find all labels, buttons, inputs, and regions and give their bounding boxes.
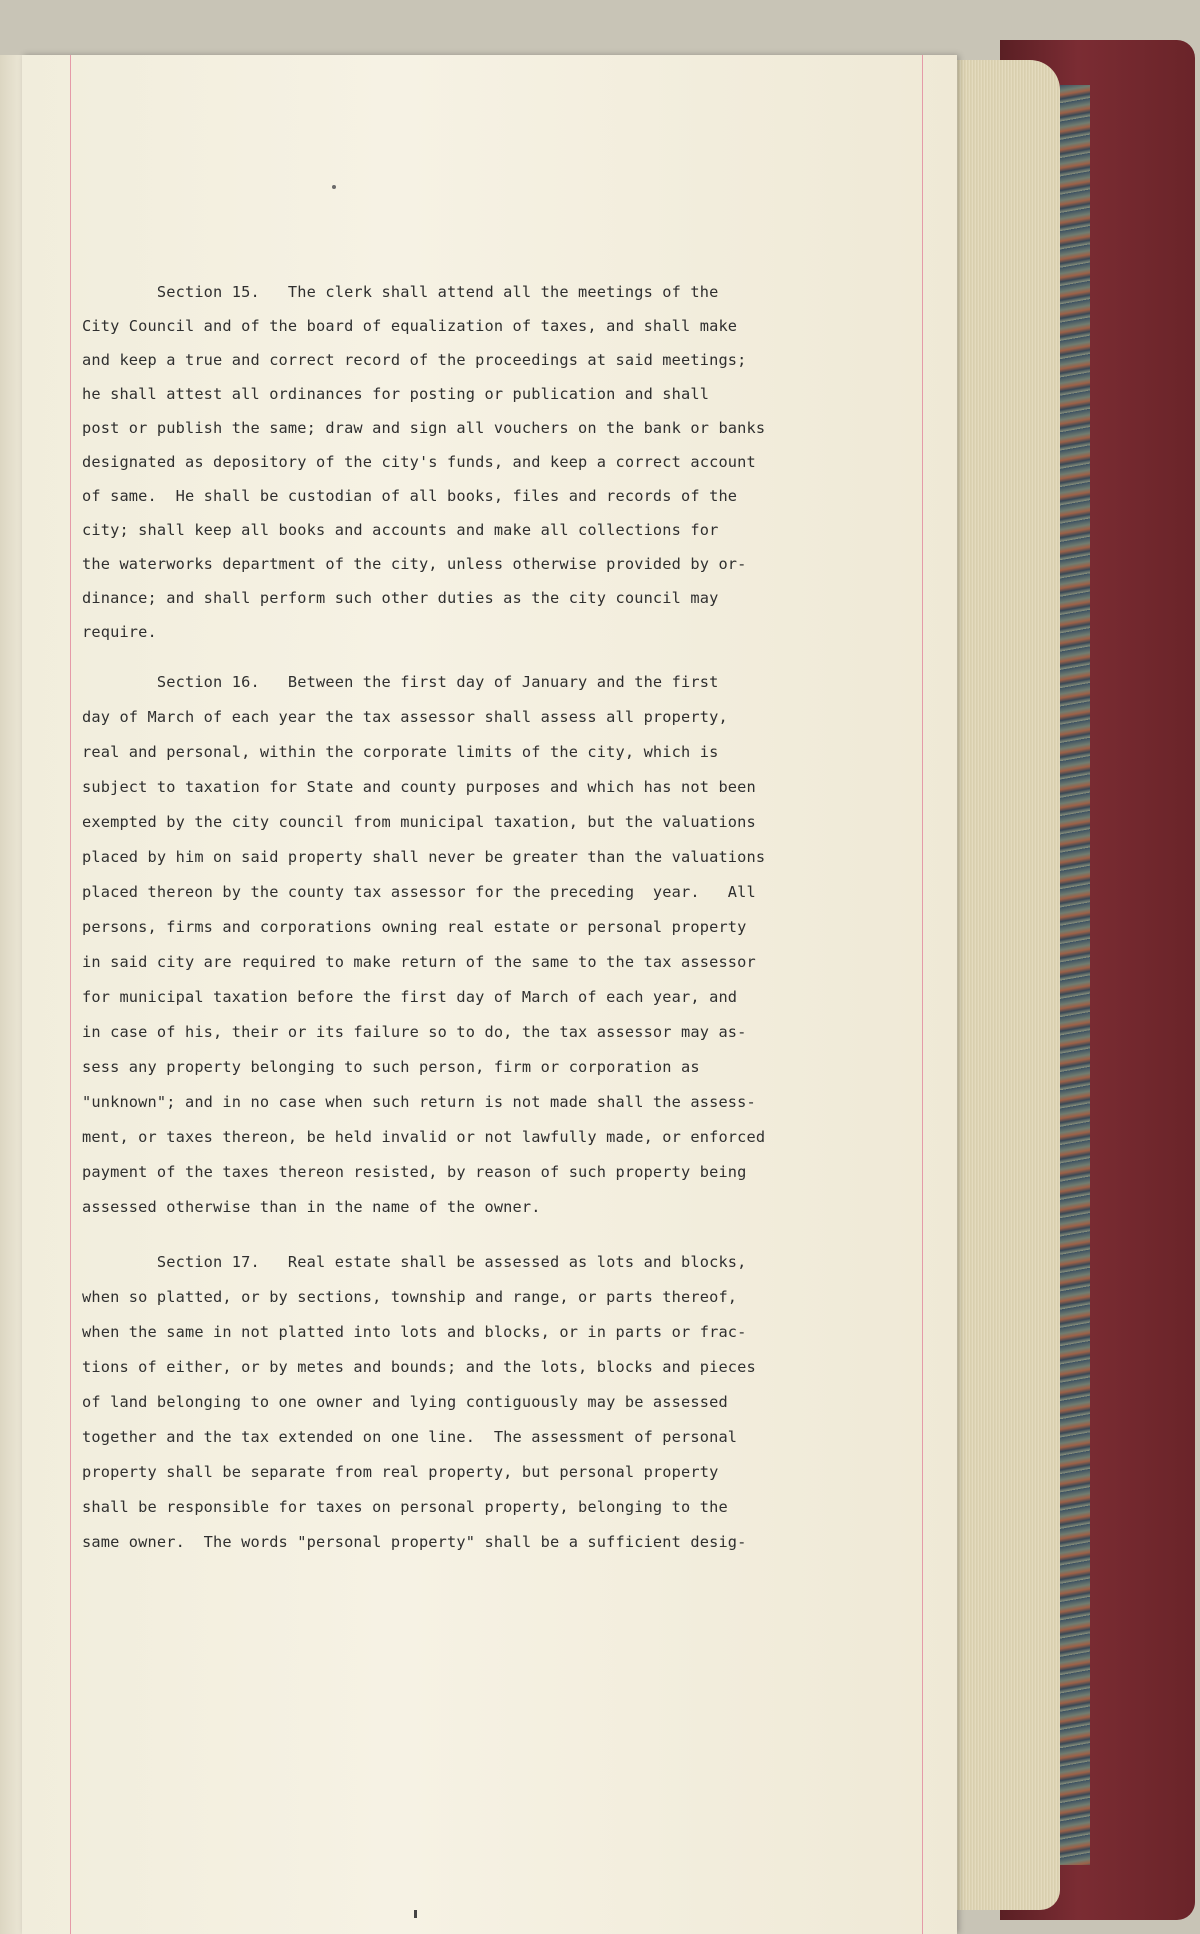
text-line: assessed otherwise than in the name of the owner. bbox=[82, 1198, 541, 1216]
text-line: ment, or taxes thereon, be held invalid or not lawfully made, or enforced bbox=[82, 1128, 766, 1146]
text-line: city; shall keep all books and accounts and make all collections for bbox=[82, 521, 719, 539]
left-page-edge bbox=[0, 55, 22, 1934]
ink-mark bbox=[414, 1910, 417, 1918]
text-line: payment of the taxes thereon resisted, by reason of such property being bbox=[82, 1163, 747, 1181]
text-line: shall be responsible for taxes on personal property, belonging to the bbox=[82, 1498, 728, 1516]
right-margin-rule bbox=[922, 55, 923, 1934]
text-line: of same. He shall be custodian of all books, files and records of the bbox=[82, 487, 738, 505]
text-line: and keep a true and correct record of the proceedings at said meetings; bbox=[82, 351, 747, 369]
text-line: real and personal, within the corporate limits of the city, which is bbox=[82, 743, 719, 761]
text-line: require. bbox=[82, 623, 157, 641]
text-line: of land belonging to one owner and lying contiguously may be assessed bbox=[82, 1393, 728, 1411]
text-line: dinance; and shall perform such other duties as the city council may bbox=[82, 589, 719, 607]
text-line: "unknown"; and in no case when such return is not made shall the assess- bbox=[82, 1093, 756, 1111]
text-line: tions of either, or by metes and bounds; and the lots, blocks and pieces bbox=[82, 1358, 756, 1376]
text-line: designated as depository of the city's funds, and keep a correct account bbox=[82, 453, 756, 471]
text-line: property shall be separate from real property, but personal property bbox=[82, 1463, 719, 1481]
text-line: Section 16. Between the first day of January and the first bbox=[82, 673, 719, 691]
text-line: he shall attest all ordinances for posting or publication and shall bbox=[82, 385, 710, 403]
text-line: sess any property belonging to such person, firm or corporation as bbox=[82, 1058, 700, 1076]
marbled-page-edge bbox=[1060, 85, 1090, 1865]
text-line: for municipal taxation before the first day of March of each year, and bbox=[82, 988, 738, 1006]
text-line: when the same in not platted into lots and blocks, or in parts or frac- bbox=[82, 1323, 747, 1341]
text-line: the waterworks department of the city, unless otherwise provided by or- bbox=[82, 555, 747, 573]
text-line: placed by him on said property shall never be greater than the valuations bbox=[82, 848, 766, 866]
text-line: same owner. The words "personal property" shall be a sufficient desig- bbox=[82, 1533, 747, 1551]
ink-dot bbox=[332, 185, 336, 189]
text-line: subject to taxation for State and county purposes and which has not been bbox=[82, 778, 756, 796]
text-line: post or publish the same; draw and sign all vouchers on the bank or banks bbox=[82, 419, 766, 437]
text-line: Section 17. Real estate shall be assessed as lots and blocks, bbox=[82, 1253, 747, 1271]
text-line: persons, firms and corporations owning real estate or personal property bbox=[82, 918, 747, 936]
text-line: in said city are required to make return of the same to the tax assessor bbox=[82, 953, 756, 971]
text-line: when so platted, or by sections, township and range, or parts thereof, bbox=[82, 1288, 738, 1306]
text-line: day of March of each year the tax assessor shall assess all property, bbox=[82, 708, 728, 726]
text-line: exempted by the city council from municipal taxation, but the valuations bbox=[82, 813, 756, 831]
text-line: together and the tax extended on one line. The assessment of personal bbox=[82, 1428, 738, 1446]
left-margin-rule bbox=[70, 55, 71, 1934]
text-line: Section 15. The clerk shall attend all the meetings of the bbox=[82, 283, 719, 301]
text-line: in case of his, their or its failure so to do, the tax assessor may as- bbox=[82, 1023, 747, 1041]
text-line: City Council and of the board of equalization of taxes, and shall make bbox=[82, 317, 738, 335]
text-line: placed thereon by the county tax assessor for the preceding year. All bbox=[82, 883, 756, 901]
ledger-page bbox=[22, 55, 957, 1934]
